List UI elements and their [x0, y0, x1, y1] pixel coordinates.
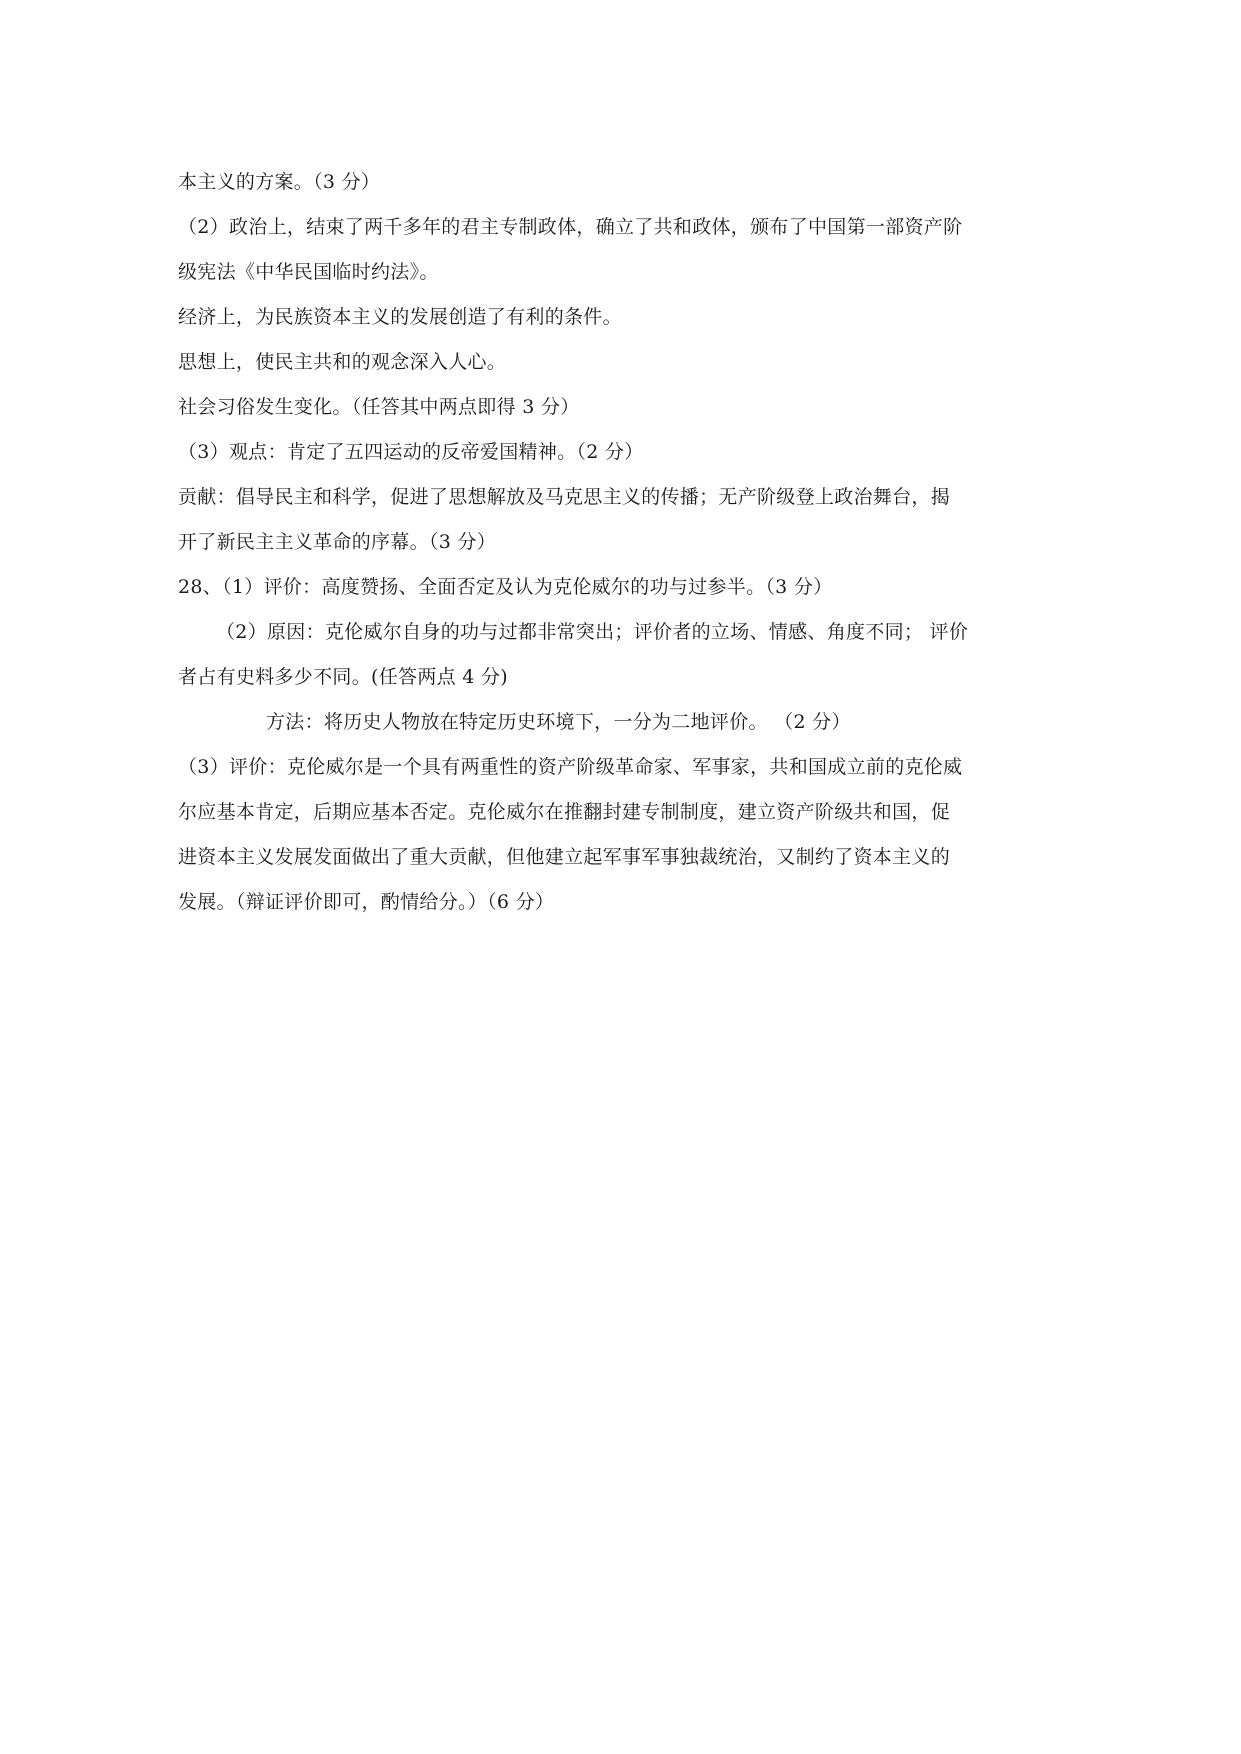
text-line: （3）评价：克伦威尔是一个具有两重性的资产阶级革命家、军事家，共和国成立前的克伦威	[178, 756, 963, 778]
text-line: 级宪法《中华民国临时约法》。	[178, 261, 439, 283]
text-line: 进资本主义发展发面做出了重大贡献，但他建立起军事军事独裁统治，又制约了资本主义的	[178, 846, 951, 868]
text-line: （2）政治上，结束了两千多年的君主专制政体，确立了共和政体，颁布了中国第一部资产阶	[178, 216, 963, 238]
text-line: 者占有史料多少不同。(任答两点 4 分)	[178, 666, 508, 688]
text-line: 思想上，使民主共和的观念深入人心。	[178, 351, 507, 373]
answer-key-body	[178, 160, 1068, 925]
question-28-heading: 28、（1）评价：高度赞扬、全面否定及认为克伦威尔的功与过参半。（3 分）	[178, 576, 833, 598]
text-line: （2）原因：克伦威尔自身的功与过都非常突出；评价者的立场、情感、角度不同； 评价	[216, 621, 969, 643]
text-line: 本主义的方案。（3 分）	[178, 171, 381, 193]
text-line: 开了新民主主义革命的序幕。（3 分）	[178, 531, 497, 553]
text-line: 发展。（辩证评价即可，酌情给分。）（6 分）	[178, 891, 555, 913]
text-line: 贡献：倡导民主和科学，促进了思想解放及马克思主义的传播；无产阶级登上政治舞台，揭	[178, 486, 951, 508]
text-line: 社会习俗发生变化。（任答其中两点即得 3 分）	[178, 396, 580, 418]
text-line: 方法：将历史人物放在特定历史环境下，一分为二地评价。 （2 分）	[266, 711, 851, 733]
text-line: 尔应基本肯定，后期应基本否定。克伦威尔在推翻封建专制制度，建立资产阶级共和国，促	[178, 801, 951, 823]
text-line: 经济上，为民族资本主义的发展创造了有利的条件。	[178, 306, 622, 328]
text-line: （3）观点：肯定了五四运动的反帝爱国精神。（2 分）	[178, 441, 644, 463]
